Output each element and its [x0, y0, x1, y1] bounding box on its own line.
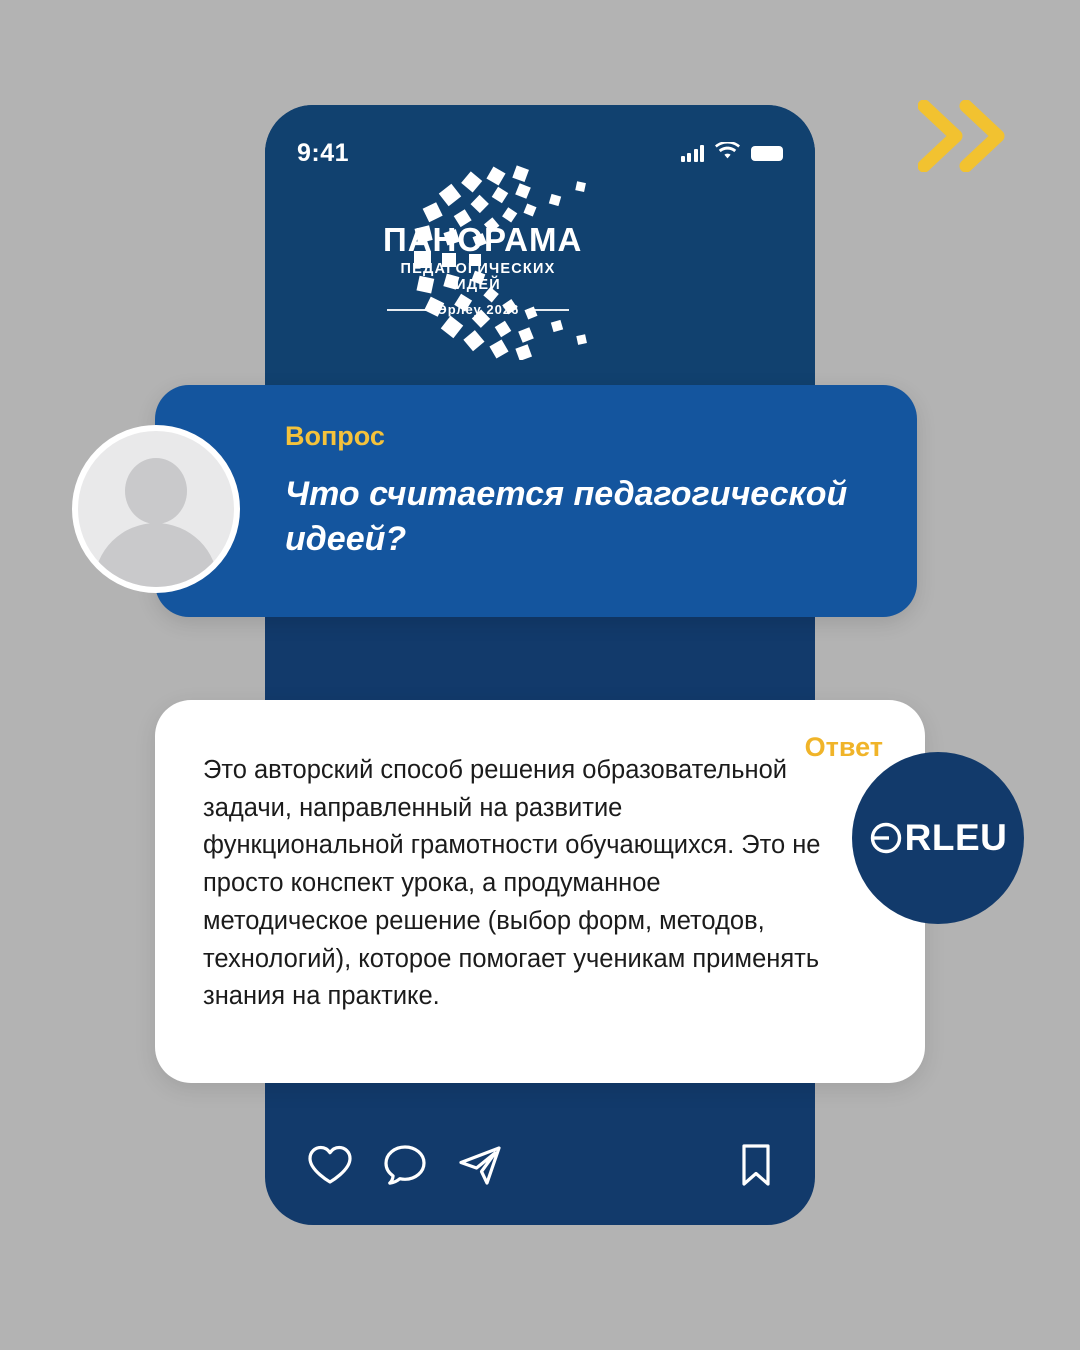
question-text: Что считается педагогической идеей?	[285, 475, 848, 558]
heart-icon[interactable]	[307, 1144, 353, 1186]
comment-bubble-icon[interactable]	[383, 1143, 427, 1187]
question-card	[155, 385, 917, 617]
double-chevron-right-icon	[918, 100, 1018, 172]
orleu-badge-label: RLEU	[904, 817, 1008, 858]
battery-icon	[751, 146, 783, 161]
wifi-icon	[715, 142, 740, 165]
status-time: 9:41	[297, 139, 350, 167]
question-content	[285, 421, 877, 562]
brand-year: Өрлеу 2026	[436, 302, 520, 317]
status-icons	[681, 142, 784, 165]
orleu-badge-text	[869, 817, 1008, 859]
answer-label: Ответ	[804, 732, 883, 762]
signal-bars-icon	[681, 145, 705, 162]
avatar-head	[125, 458, 187, 524]
answer-text: Это авторский способ решения образовательной задачи, направленный на развитие функциональной грамотности обучающихся. Это не просто конспект урока, а продуманное методическое решение (выбор форм, методов, технологий), которое помогает ученикам применять знания на практике.	[203, 756, 821, 1011]
rule-right	[527, 309, 569, 311]
paper-plane-icon[interactable]	[457, 1143, 503, 1187]
brand-year-row	[383, 302, 573, 317]
action-left-group	[307, 1143, 503, 1187]
orleu-o-icon	[869, 821, 903, 855]
brand-logo-text	[383, 221, 583, 317]
action-right-group	[739, 1143, 773, 1187]
user-avatar-icon	[72, 425, 240, 593]
question-label: Вопрос	[285, 421, 385, 451]
answer-card	[155, 700, 925, 1083]
post-action-bar	[265, 1130, 815, 1200]
orleu-badge	[852, 752, 1024, 924]
brand-subtitle: ПЕДАГОГИЧЕСКИХ ИДЕЙ	[400, 261, 556, 293]
brand-title: ПАНОРАМА	[383, 221, 583, 258]
status-bar	[265, 139, 815, 168]
bookmark-icon[interactable]	[739, 1143, 773, 1187]
brand-logo	[265, 165, 815, 360]
avatar-body	[94, 523, 218, 593]
rule-left	[387, 309, 429, 311]
